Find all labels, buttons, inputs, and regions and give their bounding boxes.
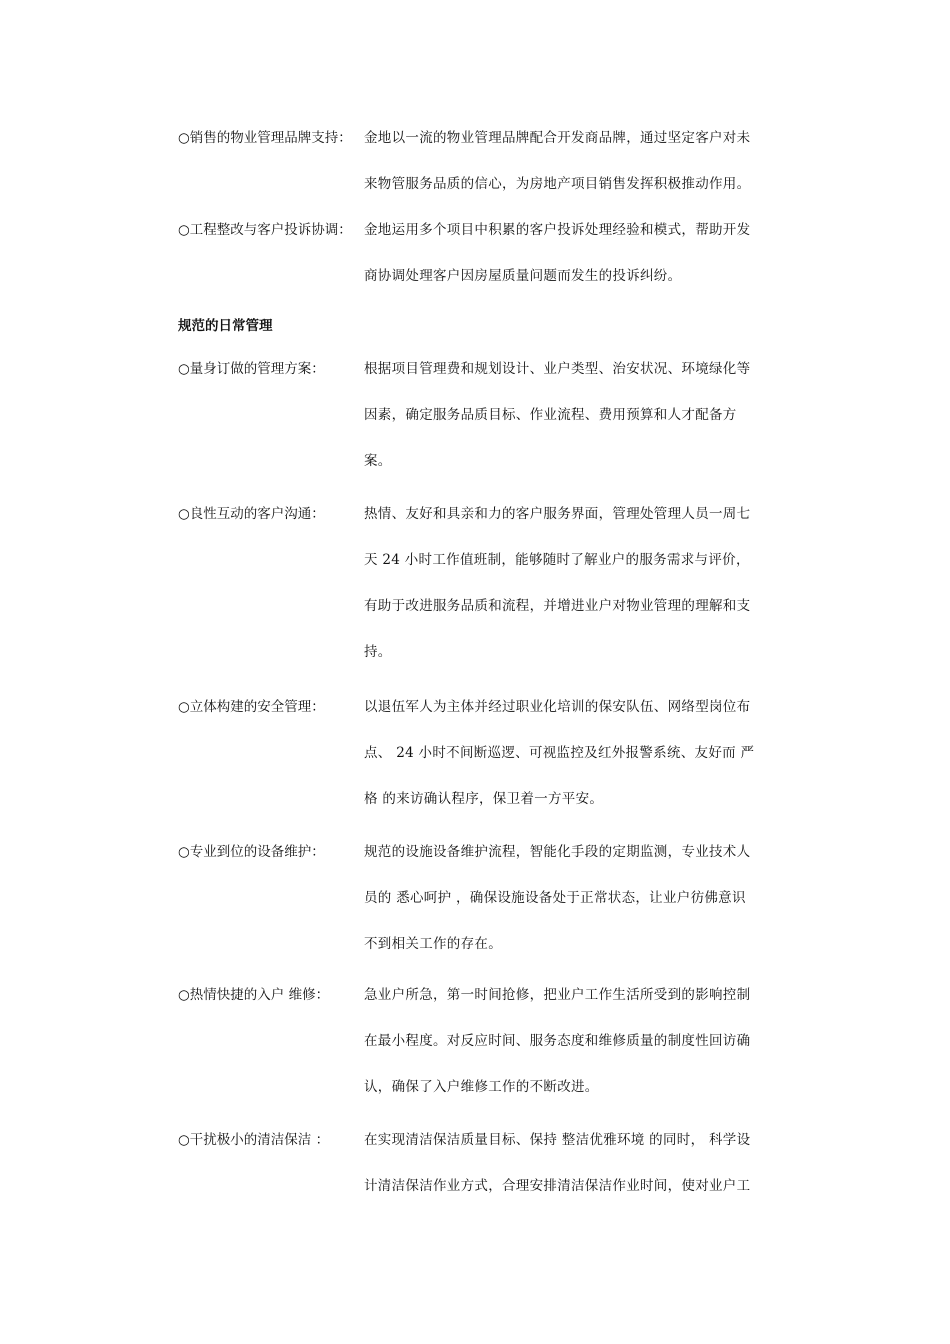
description-line: 在最小程度。对反应时间、服务态度和维修质量的制度性回访确 <box>364 1033 751 1049</box>
item-label: ○良性互动的客户沟通： <box>178 506 325 522</box>
description-line: 认，确保了入户维修工作的不断改进。 <box>364 1079 599 1095</box>
item-description <box>364 985 774 1123</box>
item-label: ○工程整改与客户投诉协调： <box>178 222 352 238</box>
item-label: ○干扰极小的清洁保洁 ： <box>178 1132 330 1148</box>
description-line: 热情、友好和具亲和力的客户服务界面，管理处管理人员一周七 <box>364 506 751 522</box>
description-line: 有助于改进服务品质和流程，并增进业户对物业管理的理解和支 <box>364 598 751 614</box>
description-line: 不到相关工作的存在。 <box>364 936 502 952</box>
description-line: 案。 <box>364 453 392 469</box>
item-label: ○专业到位的设备维护： <box>178 844 325 860</box>
item-label: ○热情快捷的入户 维修： <box>178 987 330 1003</box>
description-line: 金地以一流的物业管理品牌配合开发商品牌，通过坚定客户对未 <box>364 130 751 146</box>
description-line: 持。 <box>364 644 392 660</box>
description-line: 员的 悉心呵护 ，确保设施设备处于正常状态，让业户彷佛意识 <box>364 890 746 906</box>
item-description <box>364 1130 774 1222</box>
description-line: 因素，确定服务品质目标、作业流程、费用预算和人才配备方 <box>364 407 737 423</box>
description-line: 急业户所急，第一时间抢修，把业户工作生活所受到的影响控制 <box>364 987 751 1003</box>
item-description <box>364 128 774 220</box>
description-line: 计清洁保洁作业方式，合理安排清洁保洁作业时间，使对业户工 <box>364 1178 751 1194</box>
description-line: 格 的来访确认程序，保卫着一方平安。 <box>364 791 604 807</box>
description-line: 根据项目管理费和规划设计、业户类型、治安状况、环境绿化等 <box>364 361 751 377</box>
item-description <box>364 220 774 312</box>
description-line: 在实现清洁保洁质量目标、保持 整洁优雅环境 的同时， 科学设 <box>364 1132 751 1148</box>
description-line: 点、 24 小时不间断巡逻、可视监控及红外报警系统、友好而 严 <box>364 745 755 761</box>
item-label: ○量身订做的管理方案： <box>178 361 325 377</box>
item-description <box>364 504 774 688</box>
description-line: 天 24 小时工作值班制，能够随时了解业户的服务需求与评价， <box>364 552 750 568</box>
section-heading: 规范的日常管理 <box>178 318 273 334</box>
item-description <box>364 697 774 835</box>
description-line: 规范的设施设备维护流程，智能化手段的定期监测，专业技术人 <box>364 844 751 860</box>
description-line: 商协调处理客户因房屋质量问题而发生的投诉纠纷。 <box>364 268 682 284</box>
item-description <box>364 842 774 980</box>
item-label: ○销售的物业管理品牌支持： <box>178 130 352 146</box>
description-line: 来物管服务品质的信心，为房地产项目销售发挥积极推动作用。 <box>364 176 751 192</box>
item-description <box>364 359 774 497</box>
description-line: 金地运用多个项目中积累的客户投诉处理经验和模式，帮助开发 <box>364 222 751 238</box>
description-line: 以退伍军人为主体并经过职业化培训的保安队伍、网络型岗位布 <box>364 699 751 715</box>
item-label: ○立体构建的安全管理： <box>178 699 325 715</box>
